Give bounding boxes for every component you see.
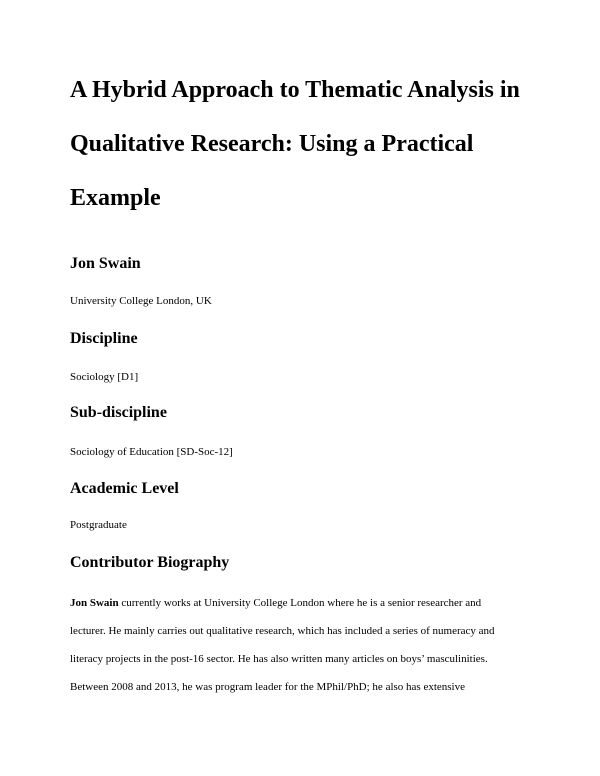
biography-heading: Contributor Biography <box>70 554 230 571</box>
discipline-heading: Discipline <box>70 330 138 347</box>
discipline-value: Sociology [D1] <box>70 371 139 383</box>
author-affiliation: University College London, UK <box>70 295 212 307</box>
biography-lead-name: Jon Swain <box>70 597 119 609</box>
title-line-1: A Hybrid Approach to Thematic Analysis in <box>70 77 520 103</box>
biography-line-1-text: currently works at University College London where he is a senior researcher and <box>118 597 482 609</box>
sub-discipline-heading: Sub-discipline <box>70 404 167 421</box>
biography-line-4: Between 2008 and 2013, he was program leader for the MPhil/PhD; he also has extensive <box>70 681 465 693</box>
title-line-3: Example <box>70 185 161 211</box>
biography-line-3: literacy projects in the post-16 sector. He has also written many articles on boys’ masculinities. <box>70 653 488 665</box>
biography-line-1 <box>70 596 481 610</box>
biography-line-2: lecturer. He mainly carries out qualitative research, which has included a series of numeracy and <box>70 625 495 637</box>
author-name: Jon Swain <box>70 255 141 272</box>
sub-discipline-value: Sociology of Education [SD-Soc-12] <box>70 446 233 458</box>
title-line-2: Qualitative Research: Using a Practical <box>70 131 474 157</box>
academic-level-heading: Academic Level <box>70 480 179 497</box>
academic-level-value: Postgraduate <box>70 519 127 531</box>
